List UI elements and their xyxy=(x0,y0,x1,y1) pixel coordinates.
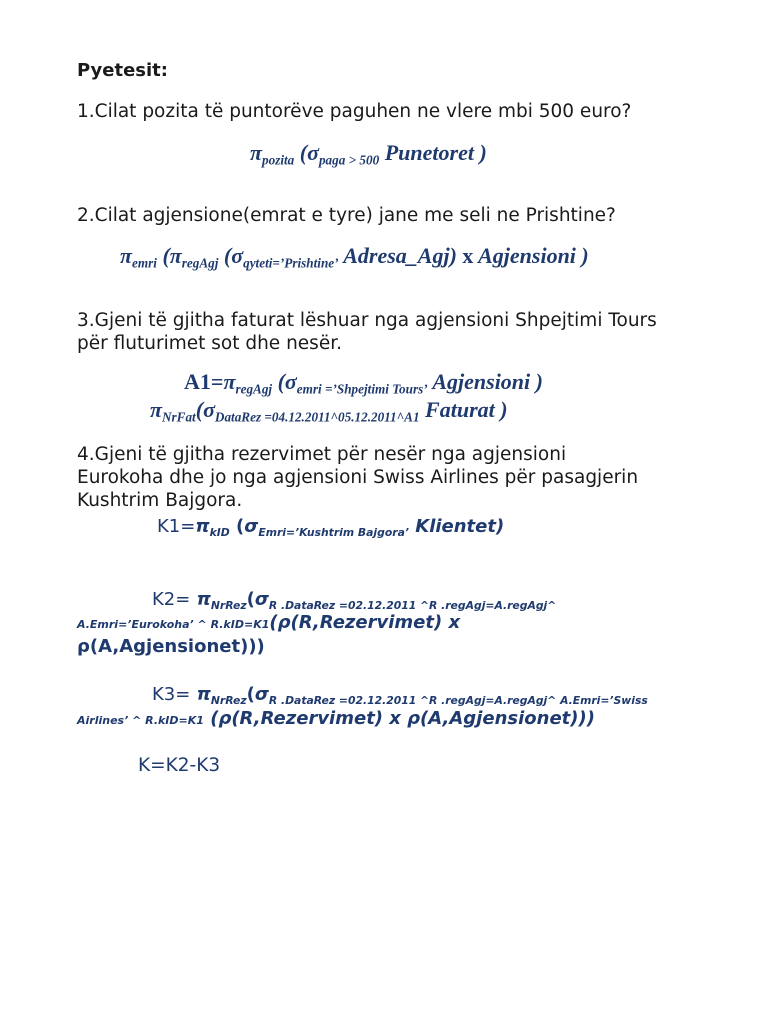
selection-symbol: σ xyxy=(284,369,297,394)
relation-name: Agjensioni ) xyxy=(432,369,543,394)
relation-name: Agjensioni ) xyxy=(478,243,589,268)
projection-symbol: π xyxy=(250,140,263,165)
question-3-equation-2 xyxy=(150,397,508,423)
question-3-equation-1 xyxy=(184,369,543,395)
equation-k2-line-2 xyxy=(77,612,460,633)
selection-symbol: σ xyxy=(231,243,244,268)
selection-symbol: σ xyxy=(203,397,215,422)
projection-subscript: kID xyxy=(209,525,230,539)
equation-lhs: K1= xyxy=(157,516,196,537)
question-1-equation xyxy=(250,140,487,166)
equation-lhs: K3= xyxy=(152,684,191,705)
equation-lhs: K2= xyxy=(152,589,191,610)
selection-symbol: σ xyxy=(307,140,319,165)
open-paren: ( xyxy=(236,516,245,537)
projection-subscript: emri xyxy=(132,255,157,271)
close-paren: ) xyxy=(479,140,487,165)
equation-lhs: A1= xyxy=(184,369,224,394)
question-4-text-line-1: 4.Gjeni të gjitha rezervimet për nesër nga agjensioni xyxy=(77,444,567,465)
selection-subscript: qyteti=’Prishtine’ xyxy=(243,255,339,271)
relation-name: Klientet) xyxy=(415,516,505,537)
equation-k3-line-2 xyxy=(77,708,595,729)
projection-subscript: regAgj xyxy=(181,255,219,271)
page-heading: Pyetesit: xyxy=(77,60,168,81)
projection-symbol: π xyxy=(196,589,211,610)
open-paren: ( xyxy=(299,140,308,165)
equation-k3-line-1 xyxy=(152,684,648,705)
projection-subscript: NrFat xyxy=(162,409,196,425)
question-2-text: 2.Cilat agjensione(emrat e tyre) jane me seli ne Prishtine? xyxy=(77,205,616,226)
projection-symbol: π xyxy=(223,369,236,394)
close-paren: ) xyxy=(500,397,508,422)
equation-k2-line-3 xyxy=(77,636,265,657)
projection-subscript: regAgj xyxy=(235,381,273,397)
question-4-text-line-2: Eurokoha dhe jo nga agjensioni Swiss Airlines për pasagjerin xyxy=(77,467,639,488)
projection-symbol: π xyxy=(120,243,133,268)
selection-subscript: Emri=’Kushtrim Bajgora’ xyxy=(258,525,409,539)
projection-subscript: NrRez xyxy=(210,598,247,612)
open-paren: ( xyxy=(246,589,255,610)
selection-subscript-continued: Airlines’ ^ R.kID=K1 xyxy=(77,714,204,727)
selection-subscript: emri =’Shpejtimi Tours’ xyxy=(296,381,428,397)
question-2-equation xyxy=(120,243,589,269)
equation-k2-line-1 xyxy=(152,589,556,610)
equation-k1 xyxy=(157,516,504,537)
rename-expression: ρ(A,Agjensionet))) xyxy=(77,636,265,657)
open-paren: ( xyxy=(246,684,255,705)
relation-name: Punetoret xyxy=(384,140,474,165)
relation-name: Adresa_Agj) xyxy=(343,243,457,268)
question-1-text: 1.Cilat pozita të puntorëve paguhen ne vlere mbi 500 euro? xyxy=(77,101,632,122)
selection-symbol: σ xyxy=(254,684,269,705)
projection-symbol: π xyxy=(196,684,211,705)
rename-expression: (ρ(R,Rezervimet) x ρ(A,Agjensionet))) xyxy=(210,708,595,729)
question-3-text-line-1: 3.Gjeni të gjitha faturat lëshuar nga agjensioni Shpejtimi Tours xyxy=(77,310,657,331)
relation-name: Faturat xyxy=(425,397,495,422)
equation-k-final: K=K2-K3 xyxy=(138,755,221,776)
open-paren: ( xyxy=(223,243,232,268)
projection-symbol: π xyxy=(195,516,210,537)
selection-subscript: paga > 500 xyxy=(318,152,380,168)
projection-symbol: π xyxy=(150,397,163,422)
open-paren: ( xyxy=(162,243,170,268)
projection-symbol: π xyxy=(169,243,182,268)
selection-subscript: R .DataRez =02.12.2011 ^R .regAgj=A.regAgj^ xyxy=(268,598,557,612)
selection-symbol: σ xyxy=(254,589,269,610)
open-paren: ( xyxy=(277,369,285,394)
projection-subscript: NrRez xyxy=(210,693,247,707)
rename-expression: (ρ(R,Rezervimet) x xyxy=(269,612,461,633)
projection-subscript: pozita xyxy=(262,152,295,168)
cross-product-symbol: x xyxy=(462,243,474,268)
open-paren: ( xyxy=(195,397,204,422)
question-4-text-line-3: Kushtrim Bajgora. xyxy=(77,490,243,511)
selection-symbol: σ xyxy=(244,516,259,537)
selection-subscript-continued: A.Emri=’Eurokoha’ ^ R.kID=K1 xyxy=(77,618,270,631)
question-3-text-line-2: për fluturimet sot dhe nesër. xyxy=(77,333,342,354)
selection-subscript: DataRez =04.12.2011^05.12.2011^A1 xyxy=(214,409,420,425)
selection-subscript: R .DataRez =02.12.2011 ^R .regAgj=A.regAgj^ A.Emri=’Swiss xyxy=(268,693,648,707)
